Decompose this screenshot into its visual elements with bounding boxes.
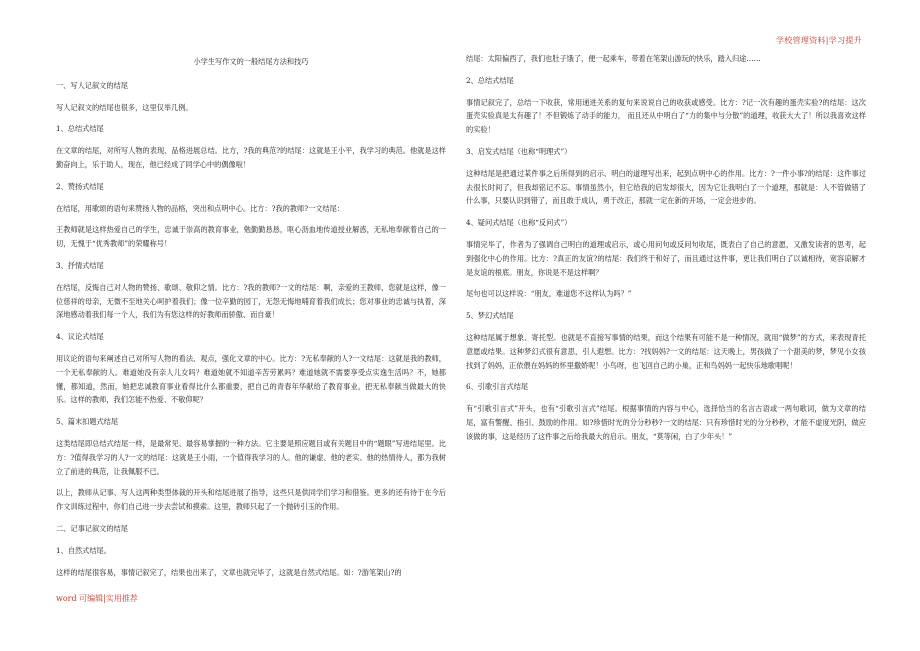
right-column — [466, 55, 866, 452]
header-note: 学校管理资料|学习提升 — [776, 36, 862, 45]
left-column — [56, 55, 446, 587]
section-heading: 6、引歌引言式结尾 — [466, 382, 529, 392]
section-heading: 1、总结式结尾 — [56, 124, 104, 134]
section-heading: 2、赞扬式结尾 — [56, 181, 104, 191]
section-heading: 3、启发式结尾（也称“明理式”） — [466, 146, 572, 156]
paragraph: 有“引歌引言式”开头，也有“引歌引言式”结尾。根据事情的内容与中心，选择恰当的名言古语或一两句歌词，做为文章的结尾，富有警醒、指引、鼓励的作用。如?珍惜时光的分分秒秒?一文的结尾：只有珍惜时光的分分秒秒，才能不虚度光阴，做应该做的事，这是经历了这件事之后给我最大的启示。朋友，“莫等闲，白了少年头！” — [466, 404, 866, 441]
paragraph: 在结尾，反悔自己对人物的赞扬、歌颂、敬仰之情。比方：?我的教师?一文的结尾：啊，亲爱的王教师，您就是这样，像一位慈祥的母亲，无微不至地关心呵护着我们；像一位辛勤的园丁，无怨无悔地哺育着我们成长；您对事业的忠诚与执着，深深地感动着我们每一个人，我们为有您这样的好教师而骄傲、而自豪！ — [56, 282, 446, 320]
paragraph: 这样的结尾很容易，事情记叙完了，结果也出来了，文章也就完毕了，这就是自然式结尾。如：?游笔架山?的 — [56, 567, 402, 577]
paragraph: 在结尾，用歌颂的语句来赞扬人物的品格，突出和点明中心。比方：?我的教师?一文结尾： — [56, 203, 345, 213]
paragraph: 这类结尾即总结式结尾一样，是最常见、最容易掌握的一种方法。它主要是照应题目或有关题目中的“题眼”写进结尾里。比方：?值得我学习的人?一文的结尾：这就是王小雨，一个值得我学习的人。他的谦虚、他的老实、他的热情待人，都为我树立了前进的典范，让我佩服不已。 — [56, 438, 446, 476]
section-heading: 4、议论式结尾 — [56, 332, 104, 342]
paragraph: 用议论的语句来阐述自己对所写人物的看法、观点，强化文章的中心。比方：?无私奉献的人?一文结尾：这就是我的教师，一个无私奉献的人。难道她没有亲人儿女吗？难道她就不知道辛苦劳累吗？难道她就不需要享受点实逸生活吗？不，她都懂，都知道，然而，她把忠诚教育事业看得比什么都重要，把自己的青春年华献给了教育事业，把无私奉献当做最大的快乐。这样的教师，我们怎能不热爱、不敬仰呢？ — [56, 353, 446, 405]
paragraph: 王教师就是这样热爱自己的学生，忠诚于崇高的教育事业，勉勤勤恳恳，呕心沥血地传道授业解惑，无私地奉献着自己的一切，无愧于“优秀教师”的荣耀称号！ — [56, 225, 446, 249]
paragraph: 在文章的结尾，对所写人物的表现、品格进展总结。比方，?我的典范?的结尾：这就是王小平，我学习的典范。他就是这样勤奋向上，乐于助人，现在，他已经成了同学心中的偶像啦！ — [56, 146, 446, 169]
paragraph: 写人记叙文的结尾也很多，这里仅举几例。 — [56, 102, 193, 112]
paragraph: 这种结尾属于想象、寄托型。也就是不直接写事情的结果，而这个结果有可能不是一种情况，就用“做梦”的方式，来表现青托意愿或结果。这种梦幻式很有意思，引人遐想。比方：?找妈妈?一文的结尾：这天晚上，男孩做了一个甜美的梦，梦见小女孩找到了妈妈，正依偎在妈妈的怀里撒娇呢！小鸟呀，也飞回自己的小巢，正和鸟妈妈一起快乐地歌唱呢！ — [466, 332, 866, 370]
paragraph: 事情完毕了，作者为了强调自己明白的道理或启示，或心用问句或反问句收尾，既表白了自己的意愿，又激发读者的思考，起到强化中心的作用。比方：?真正的友谊?的结尾：我们终于和好了，而且通过这件事，更让我们明白了以诚相待，宽容谅解才是友谊的根底。朋友，你说是不是这样啊？ — [466, 239, 866, 277]
section-heading: 4、疑问式结尾（也称“反问式”） — [466, 218, 572, 228]
section-heading: 二、记事记叙文的结尾 — [56, 523, 128, 533]
document-title: 小学生写作文的一般结尾方法和技巧 — [193, 57, 309, 66]
section-heading: 5、篇末扣题式结尾 — [56, 417, 119, 427]
section-heading: 1、自然式结尾。 — [56, 545, 111, 555]
paragraph: 结尾：太阳偏西了，我们也肚子饿了，便一起乘车，带着在笔架山游玩的快乐，踏入归途…… — [466, 54, 761, 63]
footer-note: word 可编辑|实用推荐 — [56, 594, 138, 603]
paragraph: 这种结尾是把通过某件事之后所得到的启示、明白的道理写出来，起到点明中心的作用。比方：?一件小事?的结尾：这件事过去很长时间了，但我却铭记不忘。事情虽然小，但它给我的启发却很大，因为它让我明白了一个道理，那就是：人不管做错了什么事，只要认识到错了，而且敢于成认，勇于改正，那就一定在新的开场，一定会进步的。 — [466, 168, 866, 206]
section-heading: 一、写人记叙文的结尾 — [56, 80, 128, 90]
paragraph: 以上，教师从记事、写人这两种类型体裁的开头和结尾进展了指导，这些只是供同学们学习和借鉴。更多的还有待于在今后作文训练过程中，你们自己进一步去尝试和摸索。这里，教师只起了一个抛砖引玉的作用。 — [56, 488, 446, 512]
paragraph: 事情记叙完了，总结一下收获，常用递进关系的复句来说说自己的收获或感受。比方：?记一次有趣的蛋壳实验?的结尾：这次蛋壳实验真是太有趣了！不但锻炼了动手的能力， 而且还从中明白了“力的集中与分散”的道理，收获大大了！所以我喜欢这样的实验！ — [466, 97, 866, 135]
paragraph: 尾句也可以这样说：“朋友，难道您不这样认为吗？” — [466, 289, 632, 299]
section-heading: 2、总结式结尾 — [466, 75, 514, 85]
section-heading: 3、抒情式结尾 — [56, 260, 104, 270]
section-heading: 5、梦幻式结尾 — [466, 311, 514, 321]
